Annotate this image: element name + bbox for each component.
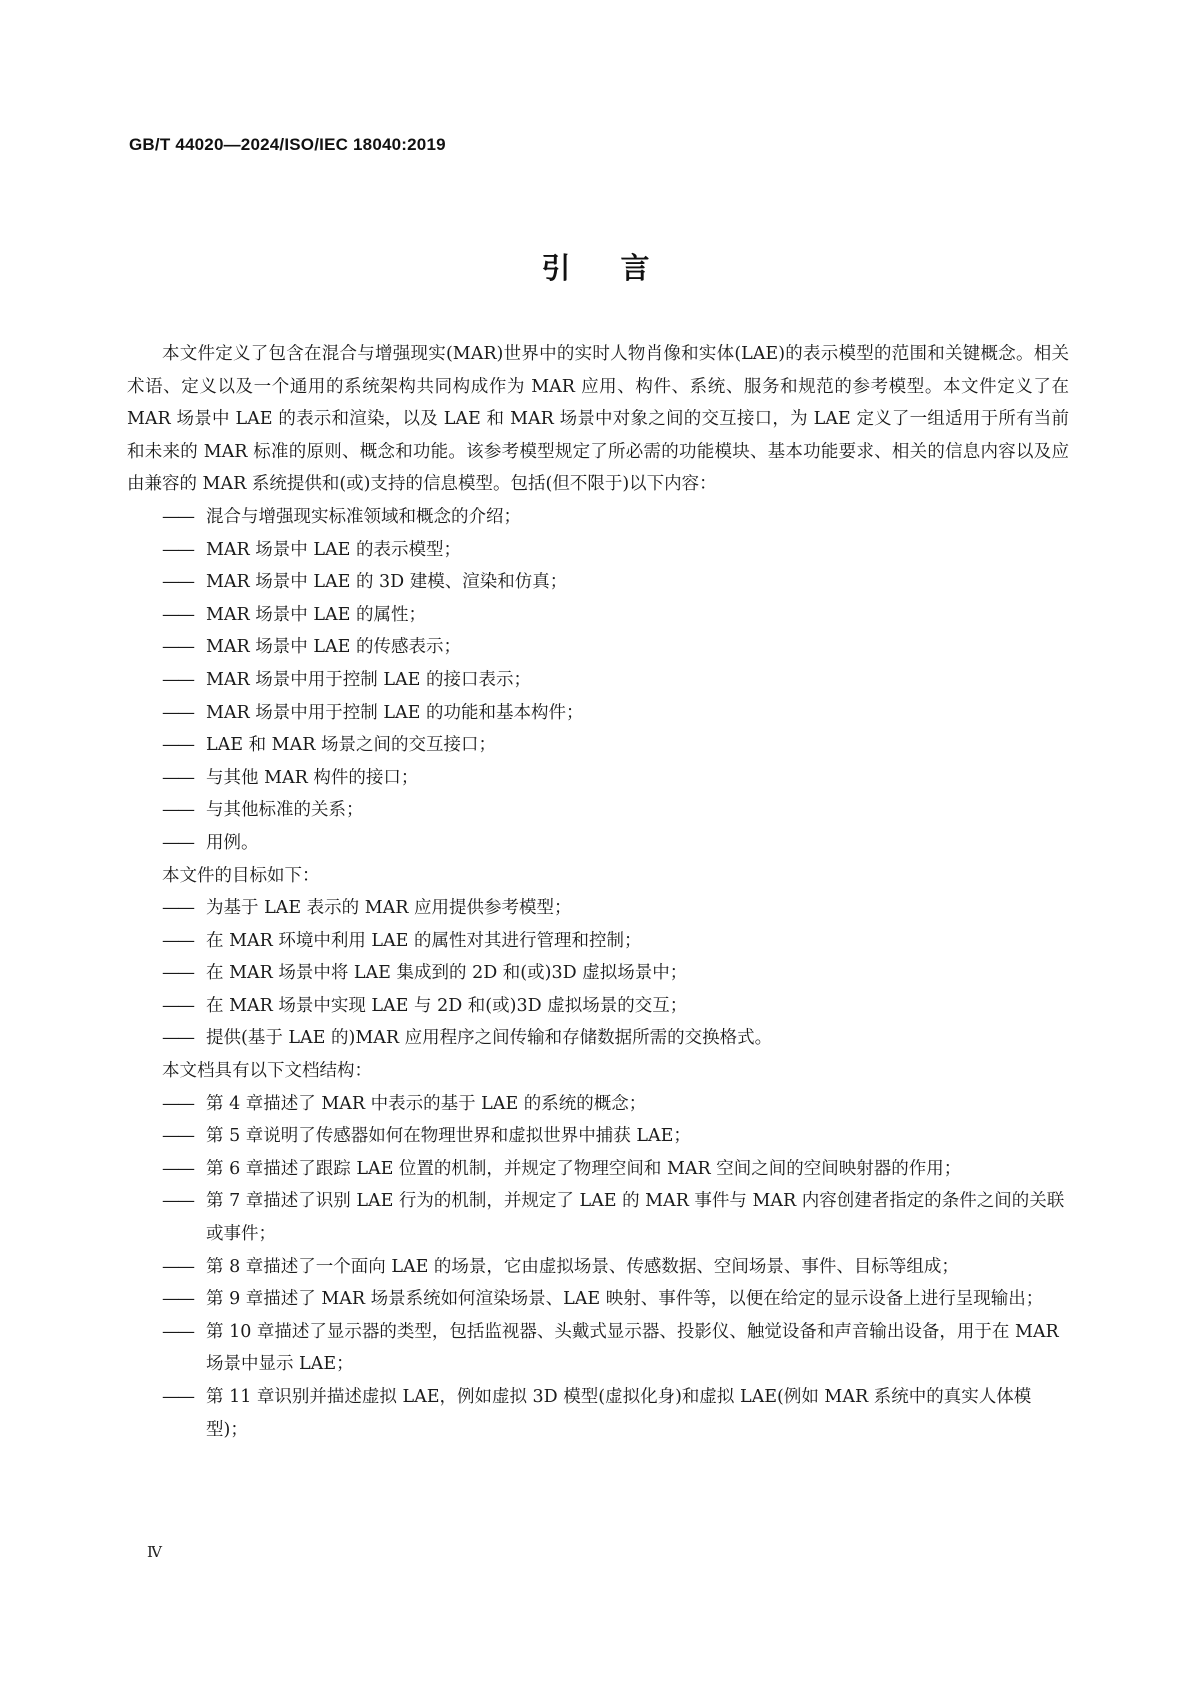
dash-bullet: —— <box>162 963 193 984</box>
list-item: —— 第 4 章描述了 MAR 中表示的基于 LAE 的系统的概念； <box>127 1088 1069 1121</box>
dash-bullet: —— <box>162 832 193 853</box>
list-item: —— 用例。 <box>127 827 1069 860</box>
list-item: —— 混合与增强现实标准领域和概念的介绍； <box>127 501 1069 534</box>
list-item: —— MAR 场景中 LAE 的表示模型； <box>127 534 1069 567</box>
dash-bullet: —— <box>162 1321 193 1342</box>
objectives-heading: 本文件的目标如下： <box>162 865 320 886</box>
list-item: —— 在 MAR 场景中实现 LAE 与 2D 和(或)3D 虚拟场景的交互； <box>127 990 1069 1023</box>
dash-bullet: —— <box>162 1191 193 1212</box>
dash-bullet: —— <box>162 506 193 527</box>
list-item: —— 在 MAR 环境中利用 LAE 的属性对其进行管理和控制； <box>127 925 1069 958</box>
dash-bullet: —— <box>162 604 193 625</box>
list-item: —— MAR 场景中 LAE 的属性； <box>127 599 1069 632</box>
dash-bullet: —— <box>162 637 193 658</box>
dash-bullet: —— <box>162 930 193 951</box>
dash-bullet: —— <box>162 1387 193 1407</box>
list-item: —— MAR 场景中 LAE 的 3D 建模、渲染和仿真； <box>127 566 1069 599</box>
list-item: —— 与其他 MAR 构件的接口； <box>127 762 1069 795</box>
dash-bullet: —— <box>162 1028 193 1049</box>
dash-bullet: —— <box>162 572 193 593</box>
list-item: —— LAE 和 MAR 场景之间的交互接口； <box>127 729 1069 762</box>
dash-bullet: —— <box>162 1093 193 1114</box>
list-item: —— MAR 场景中 LAE 的传感表示； <box>127 631 1069 664</box>
dash-bullet: —— <box>162 1126 193 1147</box>
list-item: —— MAR 场景中用于控制 LAE 的接口表示； <box>127 664 1069 697</box>
document-body <box>127 338 1069 1446</box>
dash-bullet: —— <box>162 995 193 1016</box>
scope-list <box>127 501 1069 860</box>
dash-bullet: —— <box>162 898 193 919</box>
dash-bullet: —— <box>162 735 193 756</box>
dash-bullet: —— <box>162 702 193 723</box>
dash-bullet: —— <box>162 539 193 560</box>
structure-heading: 本文档具有以下文档结构： <box>162 1061 372 1082</box>
list-item: —— 第 6 章描述了跟踪 LAE 位置的机制，并规定了物理空间和 MAR 空间之间的空间映射器的作用； <box>127 1153 1069 1186</box>
page-title: 引言 <box>541 251 700 285</box>
standard-code-header: GB/T 44020—2024/ISO/IEC 18040:2019 <box>129 135 446 154</box>
dash-bullet: —— <box>162 1256 193 1277</box>
dash-bullet: —— <box>162 1158 193 1179</box>
list-item: —— 第 7 章描述了识别 LAE 行为的机制，并规定了 LAE 的 MAR 事件与 MAR 内容创建者指定的条件之间的关联或事件； <box>127 1185 1069 1250</box>
list-item: —— 第 8 章描述了一个面向 LAE 的场景，它由虚拟场景、传感数据、空间场景、事件、目标等组成； <box>127 1251 1069 1284</box>
list-item: —— 在 MAR 场景中将 LAE 集成到的 2D 和(或)3D 虚拟场景中； <box>127 957 1069 990</box>
list-item: —— MAR 场景中用于控制 LAE 的功能和基本构件； <box>127 697 1069 730</box>
list-item: —— 为基于 LAE 表示的 MAR 应用提供参考模型； <box>127 892 1069 925</box>
intro-paragraph: 本文件定义了包含在混合与增强现实(MAR)世界中的实时人物肖像和实体(LAE)的表示模型的范围和关键概念。相关术语、定义以及一个通用的系统架构共同构成作为 MAR 应用、构件、系统、服务和规范的参考模型。本文件定义了在 MAR 场景中 LAE 的表示和渲染，以及 LAE 和 MAR 场景中对象之间的交互接口，为 LAE 定义了一组适用于所有当前和未来的 MAR 标准的原则、概念和功能。该参考模型规定了所必需的功能模块、基本功能要求、相关的信息内容以及应由兼容的 MAR 系统提供和(或)支持的信息模型。包括(但不限于)以下内容： <box>127 344 1069 495</box>
list-item: —— 提供(基于 LAE 的)MAR 应用程序之间传输和存储数据所需的交换格式。 <box>127 1022 1069 1055</box>
list-item: —— 第 11 章识别并描述虚拟 LAE，例如虚拟 3D 模型(虚拟化身)和虚拟 LAE(例如 MAR 系统中的真实人体模型)； <box>127 1381 1069 1446</box>
list-item: —— 第 9 章描述了 MAR 场景系统如何渲染场景、LAE 映射、事件等，以便在给定的显示设备上进行呈现输出； <box>127 1283 1069 1316</box>
page-number: Ⅳ <box>147 1543 162 1561</box>
structure-list <box>127 1088 1069 1447</box>
dash-bullet: —— <box>162 1289 193 1310</box>
list-item: —— 第 5 章说明了传感器如何在物理世界和虚拟世界中捕获 LAE； <box>127 1120 1069 1153</box>
dash-bullet: —— <box>162 767 193 788</box>
dash-bullet: —— <box>162 800 193 821</box>
objectives-list <box>127 892 1069 1055</box>
dash-bullet: —— <box>162 669 193 690</box>
list-item: —— 第 10 章描述了显示器的类型，包括监视器、头戴式显示器、投影仪、触觉设备和声音输出设备，用于在 MAR 场景中显示 LAE； <box>127 1316 1069 1381</box>
list-item: —— 与其他标准的关系； <box>127 794 1069 827</box>
